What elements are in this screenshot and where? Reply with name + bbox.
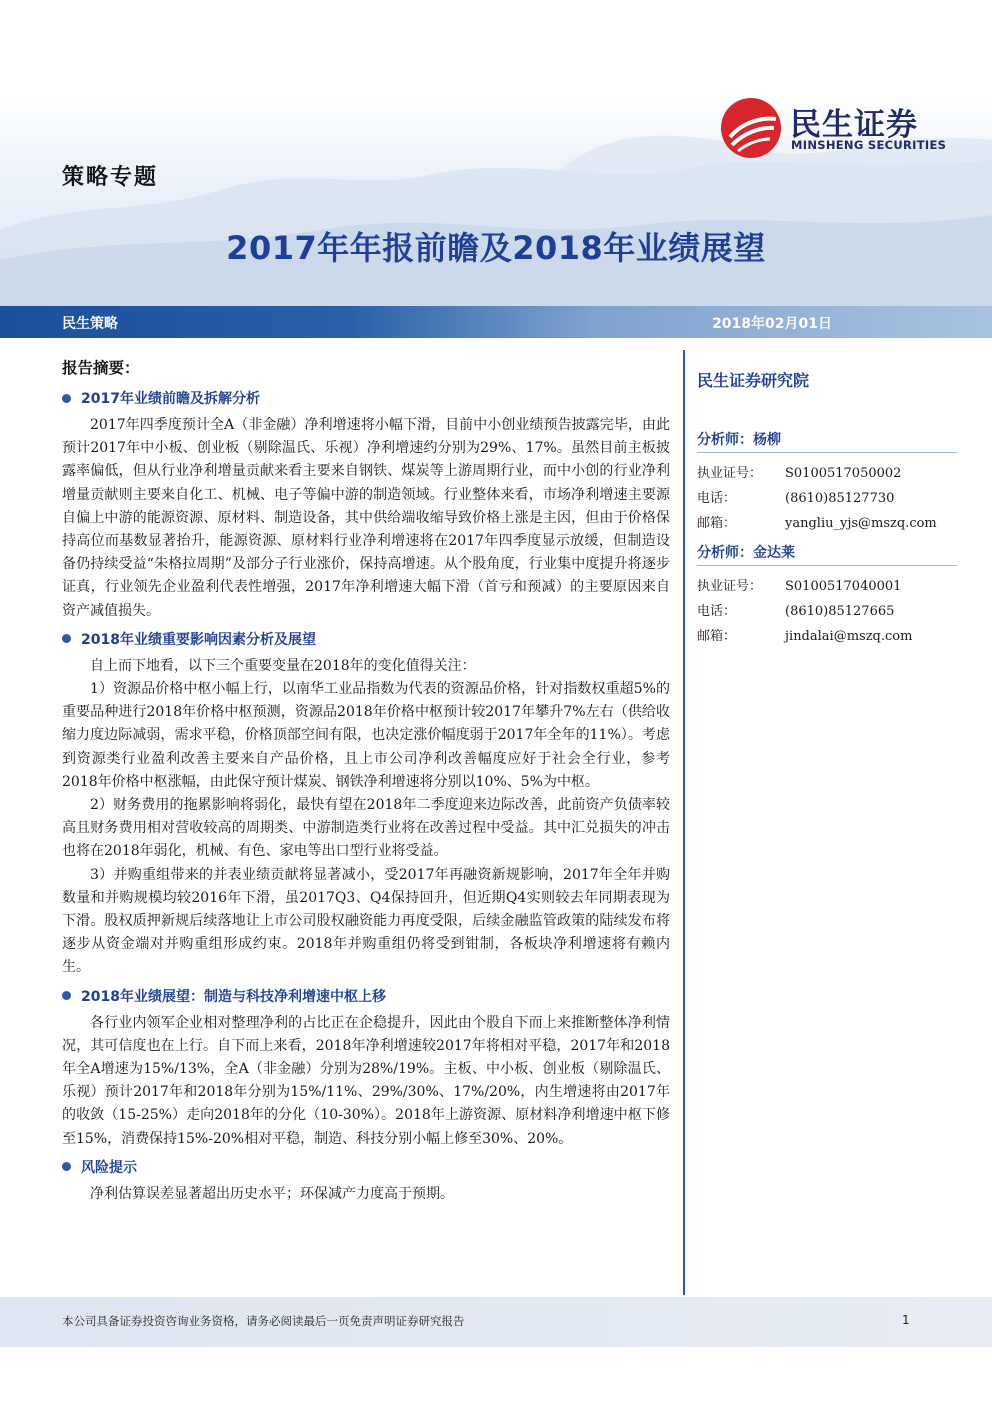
bullet-icon: [62, 634, 71, 643]
section-heading: [62, 984, 670, 1008]
analyst-card: [697, 542, 957, 649]
report-title: 2017年年报前瞻及2018年业绩展望: [226, 229, 766, 267]
info-row: [697, 486, 957, 511]
paragraph: 各行业内领军企业相对整理净利的占比正在企稳提升，因此由个股自下而上来推断整体净利情况，其可信度也在上行。自下而上来看，2018年净利增速较2017年将相对平稳，2017年和2018年全A增速为15%/13%，全A（非金融）分别为28%/19%。主板、中小板、创业板（剔除温氏、乐视）预计2017年和2018年分别为15%/11%、29%/30%、17%/20%，内生增速将由2017年的收敛（15-25%）走向2018年的分化（10-30%）。2018年上游资源、原材料净利增速中枢下修至15%，消费保持15%-20%相对平稳，制造、科技分别小幅上修至30%、20%。: [62, 1014, 670, 1147]
info-label: 邮箱：: [697, 629, 737, 644]
info-label: 电话：: [697, 491, 737, 506]
bullet-icon: [62, 991, 71, 1000]
institute-name: 民生证券研究院: [697, 371, 810, 390]
analyst-name: 分析师：杨柳: [697, 429, 957, 453]
report-category: 策略专题: [62, 164, 159, 190]
info-row: [697, 624, 957, 649]
paragraph: 3）并购重组带来的并表业绩贡献将显著减小，受2017年再融资新规影响，2017年全年并购数量和并购规模均较2016年下滑，虽2017Q3、Q4保持回升，但近期Q4实则较去年同期表现为下滑。股权质押新规后续落地让上市公司股权融资能力再度受限，后续金融监管政策的陆续发布将逐步从资金端对并购重组形成约束。2018年并购重组仍将受到钳制，各板块净利增速将有赖内生。: [62, 866, 670, 976]
info-bar: [0, 306, 992, 338]
sidebar: [697, 368, 957, 655]
minsheng-logo-icon: [720, 97, 782, 159]
info-row: [697, 574, 957, 599]
license-number: S0100517050002: [785, 466, 902, 481]
analyst-card: [697, 429, 957, 536]
info-label: 电话：: [697, 604, 737, 619]
phone-number: (8610)85127665: [785, 604, 895, 619]
section-heading: [62, 386, 670, 410]
section-heading: [62, 627, 670, 651]
paragraph: 2017年四季度预计全A（非金融）净利增速将小幅下滑，目前中小创业绩预告披露完毕，由此预计2017年中小板、创业板（剔除温氏、乐视）净利增速约分别为29%、17%。虽然目前主板披露率偏低，但从行业净利增量贡献来看主要来自钢铁、煤炭等上游周期行业，而中小创的行业净利增量贡献则主要来自化工、机械、电子等偏中游的制造领域。行业整体来看，市场净利增速主要源自偏上中游的能源资源、原材料、制造设备，其中供给端收缩导致价格上涨是主因，但由于价格保持高位而基数显著抬升，能源资源、原材料行业净利增速将在2017年四季度显示放缓，但制造设备仍持续受益“朱格拉周期”及部分子行业涨价，保持高增速。从个股角度，行业集中度提升将逐步证真，行业领先企业盈利代表性增强，2017年净利增速大幅下滑（首亏和预减）的主要原因来自资产减值损失。: [62, 417, 670, 619]
email-link[interactable]: yangliu_yjs@mszq.com: [785, 516, 937, 531]
logo-text-cn: 民生证券: [790, 107, 918, 143]
header-banner: [0, 0, 992, 306]
section-title: 2018年业绩展望：制造与科技净利增速中枢上移: [81, 988, 386, 1005]
column-divider: [683, 350, 685, 1295]
abstract-heading: 报告摘要：: [62, 358, 140, 377]
section-heading: [62, 1155, 670, 1179]
info-row: [697, 461, 957, 486]
paragraph: 自上而下地看，以下三个重要变量在2018年的变化值得关注：: [90, 657, 476, 674]
page-footer: [0, 1297, 992, 1347]
paragraph: 1）资源品价格中枢小幅上行，以南华工业品指数为代表的资源品价格，针对指数权重超5%的重要品种进行2018年价格中枢预测，资源品2018年价格中枢预计较2017年攀升7%左右（供给收缩力度边际减弱，需求平稳，价格顶部空间有限，也决定涨价幅度弱于2017年全年的11%）。考虑到资源类行业盈利改善主要来自产品价格，且上市公司净利改善幅度应好于社会全行业，参考2018年价格中枢涨幅，由此保守预计煤炭、钢铁净利增速将分别以10%、5%为中枢。: [62, 681, 670, 790]
bullet-icon: [62, 394, 71, 403]
series-name: 民生策略: [62, 316, 118, 332]
section-title: 2018年业绩重要影响因素分析及展望: [81, 631, 316, 648]
license-number: S0100517040001: [785, 579, 902, 594]
info-label: 执业证号：: [697, 579, 763, 594]
phone-number: (8610)85127730: [785, 491, 895, 506]
main-content: [62, 386, 670, 1210]
disclaimer-text: 本公司具备证券投资咨询业务资格，请务必阅读最后一页免责声明证券研究报告: [62, 1314, 465, 1328]
section-title: 风险提示: [81, 1159, 137, 1176]
report-date: 2018年02月01日: [712, 316, 832, 332]
section-title: 2017年业绩前瞻及拆解分析: [81, 391, 260, 407]
info-row: [697, 599, 957, 624]
info-label: 邮箱：: [697, 516, 737, 531]
company-logo: [720, 97, 960, 157]
info-row: [697, 511, 957, 536]
paragraph: 2）财务费用的拖累影响将弱化，最快有望在2018年二季度迎来边际改善，此前资产负债率较高且财务费用相对营收较高的周期类、中游制造类行业将在改善过程中受益。其中汇兑损失的冲击也将在2018年弱化，机械、有色、家电等出口型行业将受益。: [62, 797, 670, 860]
logo-text-en: MINSHENG SECURITIES: [791, 138, 947, 152]
info-label: 执业证号：: [697, 466, 763, 481]
bullet-icon: [62, 1162, 71, 1171]
paragraph: 净利估算误差显著超出历史水平；环保减产力度高于预期。: [90, 1185, 454, 1202]
page-number: 1: [902, 1313, 910, 1327]
analyst-name: 分析师：金达莱: [697, 542, 957, 566]
email-link[interactable]: jindalai@mszq.com: [785, 629, 913, 644]
